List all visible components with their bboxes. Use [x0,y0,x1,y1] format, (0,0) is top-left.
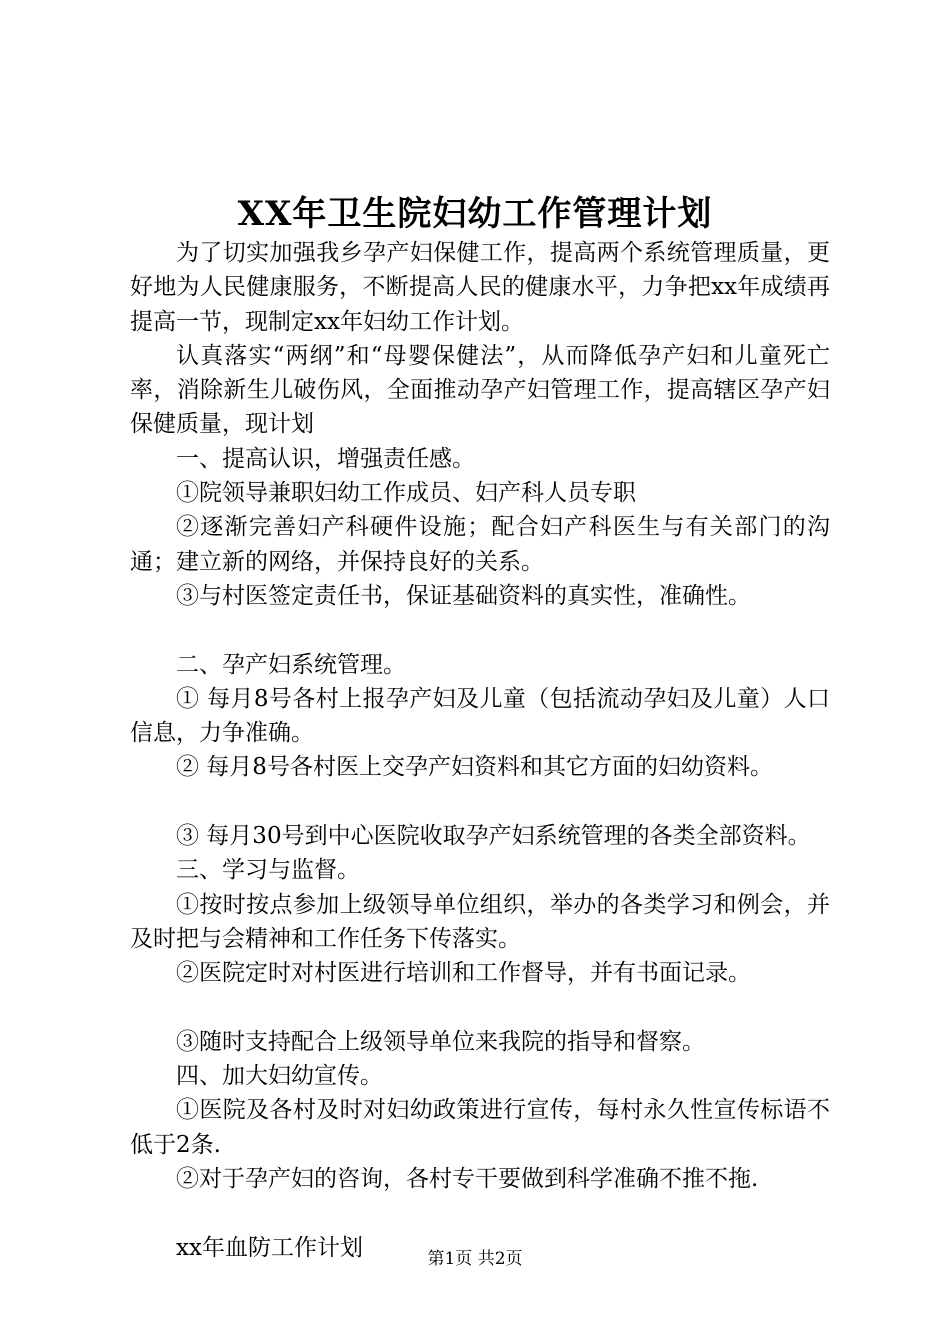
page-footer: 第1页 共2页 [427,1249,523,1269]
section-heading-4: 四、加大妇幼宣传。 [176,1063,383,1090]
blank-line [130,785,830,819]
paragraph-implementation: 认真落实“两纲”和“母婴保健法”，从而降低孕产妇和儿童死亡率，消除新生儿破伤风，全面推动孕产妇管理工作，提高辖区孕产妇保健质量，现计划 [130,342,830,438]
list-item: ③ 每月30号到中心医院收取孕产妇系统管理的各类全部资料。 [176,823,811,850]
list-item: ③随时支持配合上级领导单位来我院的指导和督察。 [176,1028,705,1055]
blank-line [130,1196,830,1230]
list-item: ①按时按点参加上级领导单位组织，举办的各类学习和例会，并及时把与会精神和工作任务下传落实。 [130,891,830,952]
list-item: ①医院及各村及时对妇幼政策进行宣传，每村永久性宣传标语不低于2条. [130,1097,830,1158]
document-body [130,236,830,1265]
list-item: ② 每月8号各村医上交孕产妇资料和其它方面的妇幼资料。 [176,754,773,781]
blank-line [130,991,830,1025]
blank-line [130,613,830,647]
list-item: ③与村医签定责任书，保证基础资料的真实性，准确性。 [176,582,751,609]
section-heading-2: 二、孕产妇系统管理。 [176,651,406,678]
paragraph-intro: 为了切实加强我乡孕产妇保健工作，提高两个系统管理质量，更好地为人民健康服务，不断提高人民的健康水平，力争把xx年成绩再提高一节，现制定xx年妇幼工作计划。 [130,240,830,335]
list-item: ②对于孕产妇的咨询，各村专干要做到科学准确不推不拖. [176,1166,759,1193]
section-heading-1: 一、提高认识，增强责任感。 [176,445,475,472]
document-title: XX年卫生院妇幼工作管理计划 [237,194,713,234]
list-item: ②逐渐完善妇产科硬件设施；配合妇产科医生与有关部门的沟通；建立新的网络，并保持良好的关系。 [130,514,830,575]
section-heading-3: 三、学习与监督。 [176,857,360,884]
list-item: ① 每月8号各村上报孕产妇及儿童（包括流动孕妇及儿童）人口信息，力争准确。 [130,685,830,747]
list-item: ②医院定时对村医进行培训和工作督导，并有书面记录。 [176,960,751,987]
next-document-title: xx年血防工作计划 [176,1234,363,1261]
list-item: ①院领导兼职妇幼工作成员、妇产科人员专职 [176,480,636,507]
